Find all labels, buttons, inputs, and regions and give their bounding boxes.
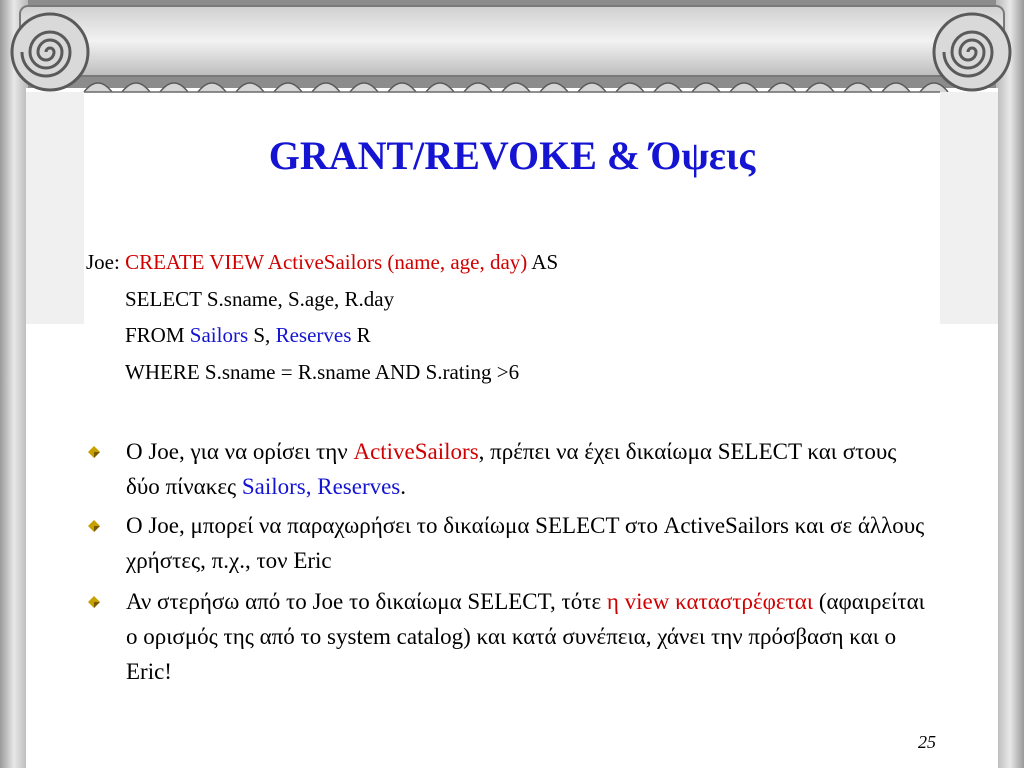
code-line-where: WHERE S.sname = R.sname AND S.rating >6 (125, 360, 520, 384)
dentil-row (84, 83, 948, 92)
volute-right-icon (934, 14, 1010, 90)
code-as: AS (527, 250, 559, 274)
page-number: 25 (918, 732, 936, 752)
bullet-item (86, 584, 926, 689)
code-create-view-keyword: CREATE VIEW ActiveSailors (name, age, day) (125, 250, 528, 274)
bullet-text: . (400, 474, 407, 499)
code-prefix: Joe: (86, 250, 126, 274)
code-table-sailors: Sailors (189, 323, 249, 347)
code-line-create-view (86, 250, 558, 275)
code-from-suffix: R (351, 323, 371, 347)
code-line-select: SELECT S.sname, S.age, R.day (125, 287, 395, 311)
bullet-text: Ο Joe, μπορεί να παραχωρήσει το δικαίωμα SELECT στο ActiveSailors και σε άλλους χρήστες, π.χ., τον Eric (126, 513, 925, 573)
code-from-mid: S, (248, 323, 276, 347)
bullet-text: Αν στερήσω από το Joe το δικαίωμα SELECT, τότε (126, 589, 607, 614)
bullet-item (86, 508, 926, 578)
code-line-from (125, 323, 371, 348)
bullet-text: (αφαιρείται ο ορισμός της από το system catalog) και κατά συνέπεια, χάνει την πρόσβαση και ο Eric! (126, 589, 925, 684)
bullet-diamond-icon (86, 518, 102, 534)
bullet-text: Ο Joe, για να ορίσει την (126, 439, 354, 464)
bullet-diamond-icon (86, 444, 102, 460)
bullet-highlight-activesailors: ActiveSailors (353, 439, 479, 464)
bullet-highlight-view-destroyed: η view καταστρέφεται (606, 589, 814, 614)
bullet-text: , πρέπει να έχει δικαίωμα SELECT και στους δύο πίνακες (126, 439, 897, 499)
slide-title: GRANT/REVOKE & Όψεις (268, 133, 756, 178)
bullet-highlight-tables: Sailors, Reserves (241, 474, 401, 499)
code-from: FROM (125, 323, 190, 347)
code-table-reserves: Reserves (275, 323, 352, 347)
bullet-diamond-icon (86, 594, 102, 610)
bullet-item (86, 434, 926, 504)
volute-left-icon (12, 14, 88, 90)
